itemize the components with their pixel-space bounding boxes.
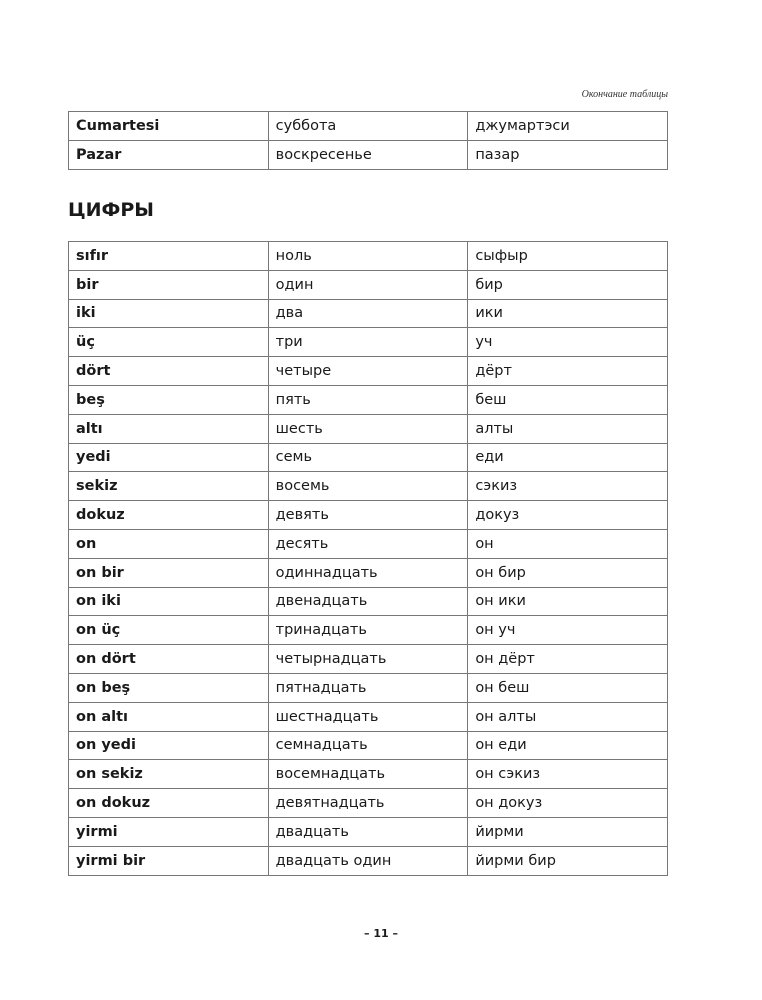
table-row: [69, 529, 668, 558]
turkish-word: Cumartesi: [69, 112, 269, 141]
russian-translation: двадцать один: [268, 846, 468, 875]
turkish-word: on iki: [69, 587, 269, 616]
table-row: [69, 760, 668, 789]
transcription: он ики: [468, 587, 668, 616]
russian-translation: суббота: [268, 112, 468, 141]
russian-translation: шесть: [268, 414, 468, 443]
table-continuation-caption: Окончание таблицы: [581, 89, 668, 100]
russian-translation: двенадцать: [268, 587, 468, 616]
table-row: [69, 702, 668, 731]
transcription: он: [468, 529, 668, 558]
table-row: [69, 673, 668, 702]
turkish-word: on yedi: [69, 731, 269, 760]
russian-translation: девять: [268, 501, 468, 530]
turkish-word: Pazar: [69, 140, 269, 169]
russian-translation: девятнадцать: [268, 789, 468, 818]
table-row: [69, 443, 668, 472]
turkish-word: dört: [69, 357, 269, 386]
transcription: он бир: [468, 558, 668, 587]
transcription: пазар: [468, 140, 668, 169]
russian-translation: восемнадцать: [268, 760, 468, 789]
turkish-word: on dokuz: [69, 789, 269, 818]
russian-translation: четырнадцать: [268, 645, 468, 674]
transcription: йирми: [468, 817, 668, 846]
turkish-word: bir: [69, 270, 269, 299]
transcription: он алты: [468, 702, 668, 731]
transcription: сэкиз: [468, 472, 668, 501]
table-row: [69, 299, 668, 328]
table-row: [69, 140, 668, 169]
russian-translation: тринадцать: [268, 616, 468, 645]
turkish-word: dokuz: [69, 501, 269, 530]
russian-translation: один: [268, 270, 468, 299]
russian-translation: четыре: [268, 357, 468, 386]
table-row: [69, 817, 668, 846]
transcription: джумартэси: [468, 112, 668, 141]
transcription: бир: [468, 270, 668, 299]
russian-translation: пятнадцать: [268, 673, 468, 702]
turkish-word: on beş: [69, 673, 269, 702]
turkish-word: on: [69, 529, 269, 558]
turkish-word: beş: [69, 385, 269, 414]
transcription: докуз: [468, 501, 668, 530]
transcription: беш: [468, 385, 668, 414]
numbers-table: [68, 241, 668, 876]
turkish-word: sıfır: [69, 242, 269, 271]
russian-translation: три: [268, 328, 468, 357]
turkish-word: yirmi: [69, 817, 269, 846]
turkish-word: yedi: [69, 443, 269, 472]
table-row: [69, 846, 668, 875]
turkish-word: iki: [69, 299, 269, 328]
russian-translation: два: [268, 299, 468, 328]
table-row: [69, 112, 668, 141]
table-row: [69, 357, 668, 386]
table-row: [69, 414, 668, 443]
turkish-word: üç: [69, 328, 269, 357]
table-row: [69, 385, 668, 414]
table-row: [69, 645, 668, 674]
table-row: [69, 328, 668, 357]
transcription: ики: [468, 299, 668, 328]
russian-translation: шестнадцать: [268, 702, 468, 731]
turkish-word: on sekiz: [69, 760, 269, 789]
transcription: алты: [468, 414, 668, 443]
turkish-word: yirmi bir: [69, 846, 269, 875]
transcription: он беш: [468, 673, 668, 702]
table-row: [69, 242, 668, 271]
table-row: [69, 616, 668, 645]
russian-translation: десять: [268, 529, 468, 558]
transcription: он дёрт: [468, 645, 668, 674]
russian-translation: семь: [268, 443, 468, 472]
transcription: он еди: [468, 731, 668, 760]
table-row: [69, 558, 668, 587]
turkish-word: sekiz: [69, 472, 269, 501]
transcription: еди: [468, 443, 668, 472]
table-row: [69, 587, 668, 616]
transcription: он сэкиз: [468, 760, 668, 789]
turkish-word: on altı: [69, 702, 269, 731]
russian-translation: воскресенье: [268, 140, 468, 169]
days-table: [68, 111, 668, 170]
turkish-word: on bir: [69, 558, 269, 587]
transcription: йирми бир: [468, 846, 668, 875]
russian-translation: ноль: [268, 242, 468, 271]
table-row: [69, 501, 668, 530]
transcription: уч: [468, 328, 668, 357]
table-row: [69, 789, 668, 818]
russian-translation: двадцать: [268, 817, 468, 846]
transcription: он докуз: [468, 789, 668, 818]
page-number: – 11 –: [364, 927, 398, 940]
turkish-word: on üç: [69, 616, 269, 645]
russian-translation: восемь: [268, 472, 468, 501]
russian-translation: одиннадцать: [268, 558, 468, 587]
transcription: дёрт: [468, 357, 668, 386]
table-row: [69, 270, 668, 299]
russian-translation: пять: [268, 385, 468, 414]
transcription: сыфыр: [468, 242, 668, 271]
transcription: он уч: [468, 616, 668, 645]
turkish-word: altı: [69, 414, 269, 443]
russian-translation: семнадцать: [268, 731, 468, 760]
section-heading: ЦИФРЫ: [68, 199, 154, 221]
turkish-word: on dört: [69, 645, 269, 674]
table-row: [69, 472, 668, 501]
table-row: [69, 731, 668, 760]
